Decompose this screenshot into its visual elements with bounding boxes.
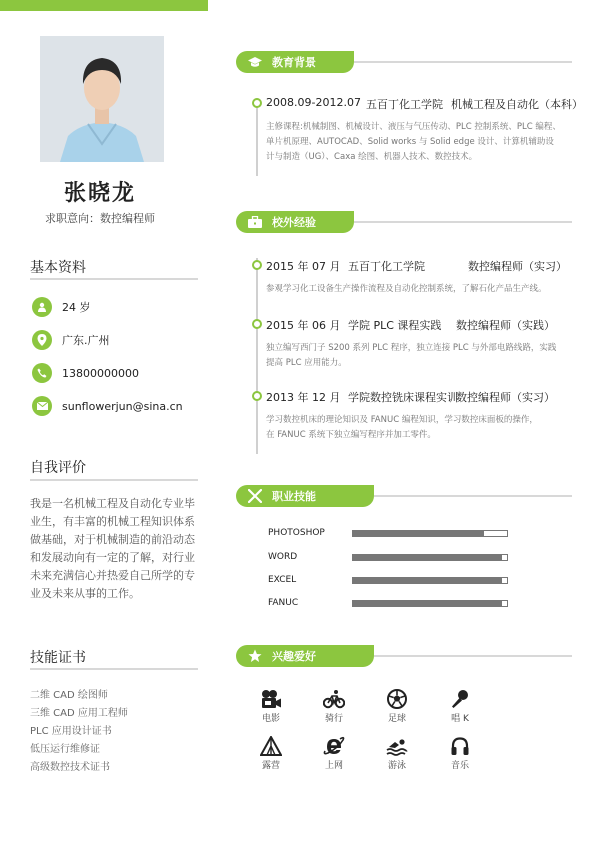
- education-header: [236, 51, 572, 73]
- skill-label: FANUC: [268, 598, 299, 608]
- hobby-label: 音乐: [450, 761, 469, 771]
- hobbies-title: 兴趣爱好: [272, 650, 316, 663]
- text-line: 参观学习化工设备生产操作流程及自动化控制系统，了解石化产品生产线。: [266, 284, 547, 294]
- hobby-soccer: [377, 689, 417, 724]
- text-line: 独立编写西门子 S200 系列 PLC 程序，独立连接 PLC 与外部电路线路，实践: [266, 343, 557, 353]
- experience-title: 校外经验: [272, 216, 316, 229]
- swimming-icon: [386, 736, 408, 756]
- hobby-label: 露营: [261, 761, 280, 771]
- candidate-name: 张晓龙: [63, 181, 136, 206]
- top-accent-bar: [0, 0, 208, 11]
- hobby-label: 唱 K: [451, 714, 469, 724]
- list-item: 三维 CAD 应用工程师: [30, 708, 128, 719]
- cert-list: [30, 687, 128, 777]
- hobby-karaoke: [440, 689, 480, 724]
- hobby-internet: [314, 736, 354, 771]
- basic-info-divider: [30, 278, 198, 280]
- skill-bar: [352, 530, 508, 537]
- skill-label: PHOTOSHOP: [268, 528, 325, 538]
- exp-org: 学院 PLC 课程实践: [348, 319, 442, 332]
- headphones-icon: [450, 736, 470, 756]
- skill-label: EXCEL: [268, 575, 297, 585]
- list-item: PLC 应用设计证书: [30, 726, 112, 737]
- exp-role: 数控编程师（实践）: [456, 319, 555, 332]
- exp-org: 学院数控铣床课程实训: [348, 391, 458, 404]
- hobby-music: [440, 736, 480, 771]
- microphone-icon: [450, 689, 470, 709]
- info-age: [32, 296, 91, 318]
- location-text: 广东.广州: [62, 334, 110, 347]
- hobby-label: 上网: [324, 761, 343, 771]
- email-text[interactable]: sunflowerjun@sina.cn: [62, 399, 183, 413]
- hobby-label: 骑行: [324, 714, 343, 724]
- edu-description: [266, 120, 570, 165]
- user-icon: [32, 297, 52, 317]
- text-line: 在 FANUC 系统下独立编写程序并加工零件。: [266, 430, 436, 440]
- edu-school: 五百丁化工学院: [366, 98, 443, 111]
- star-icon: [248, 649, 262, 663]
- info-phone: [32, 362, 139, 384]
- timeline-dot: [252, 98, 262, 108]
- skill-fill: [353, 601, 502, 606]
- info-email: [32, 395, 183, 417]
- skill-bar: [352, 577, 508, 584]
- soccer-ball-icon: [387, 689, 407, 709]
- internet-explorer-icon: [323, 736, 345, 756]
- list-item: 低压运行维修证: [30, 744, 100, 755]
- skill-fill: [353, 555, 502, 560]
- experience-timeline: [256, 258, 258, 454]
- skill-bar: [352, 600, 508, 607]
- certs-title: 技能证书: [30, 650, 86, 666]
- skill-fill: [353, 531, 484, 536]
- basic-info-title: 基本资料: [30, 260, 86, 276]
- phone-icon: [32, 363, 52, 383]
- tools-icon: [248, 489, 262, 503]
- text-line: 计与制造（UG）、Caxa 绘图、机器人技术、数控技术。: [266, 152, 478, 162]
- exp-description: [266, 413, 570, 443]
- age-text: 24 岁: [62, 301, 91, 314]
- location-icon: [32, 330, 52, 350]
- info-location: [32, 329, 110, 351]
- self-eval-title: 自我评价: [30, 460, 86, 476]
- skill-label: WORD: [268, 552, 298, 562]
- exp-role: 数控编程师（实习）: [456, 391, 555, 404]
- exp-role: 数控编程师（实习）: [468, 260, 567, 273]
- phone-text[interactable]: 13800000000: [62, 366, 139, 380]
- skills-title: 职业技能: [272, 490, 316, 503]
- graduation-cap-icon: [248, 56, 262, 68]
- text-line: 提高 PLC 应用能力。: [266, 358, 347, 368]
- job-intent: 求职意向：数控编程师: [45, 212, 155, 225]
- text-line: 单片机原理、AUTOCAD、Solid works 与 Solid edge 设计、计算机辅助设: [266, 137, 554, 147]
- edu-date: 2008.09-2012.07: [266, 96, 361, 109]
- hobby-label: 游泳: [387, 761, 406, 771]
- profile-photo: [40, 36, 164, 162]
- bicycle-icon: [323, 689, 345, 709]
- education-timeline: [256, 98, 258, 176]
- hobby-label: 电影: [261, 714, 280, 724]
- exp-description: [266, 341, 570, 371]
- hobby-cycling: [314, 689, 354, 724]
- experience-header: [236, 211, 572, 233]
- skill-bar: [352, 554, 508, 561]
- certs-divider: [30, 668, 198, 670]
- hobbies-header: [236, 645, 572, 667]
- skills-header: [236, 485, 572, 507]
- exp-date: 2013 年 12 月: [266, 391, 341, 404]
- timeline-dot: [252, 391, 262, 401]
- exp-date: 2015 年 07 月: [266, 260, 341, 273]
- hobby-label: 足球: [387, 714, 406, 724]
- hobby-swimming: [377, 736, 417, 771]
- hobby-movie: [251, 689, 291, 724]
- list-item: 高级数控技术证书: [30, 762, 110, 773]
- mail-icon: [32, 396, 52, 416]
- hobby-camping: [251, 736, 291, 771]
- exp-date: 2015 年 06 月: [266, 319, 341, 332]
- edu-major: 机械工程及自动化（本科）: [451, 98, 583, 111]
- briefcase-icon: [248, 216, 262, 228]
- education-title: 教育背景: [272, 56, 316, 69]
- tent-icon: [260, 736, 282, 756]
- timeline-dot: [252, 319, 262, 329]
- timeline-dot: [252, 260, 262, 270]
- text-line: 主修课程:机械制图、机械设计、液压与气压传动、PLC 控制系统、PLC 编程、: [266, 122, 561, 132]
- skill-fill: [353, 578, 502, 583]
- text-line: 学习数控机床的理论知识及 FANUC 编程知识，学习数控床面板的操作，: [266, 415, 538, 425]
- exp-org: 五百丁化工学院: [348, 260, 425, 273]
- self-eval-text: 我是一名机械工程及自动化专业毕业生，有丰富的机械工程知识体系做基础，对于机械制造的前沿动态和发展动向有一定的了解，对行业未来充满信心并热爱自己所学的专业及未来从事的工作。: [30, 497, 195, 600]
- self-eval-divider: [30, 479, 198, 481]
- exp-description: [266, 282, 570, 297]
- movie-camera-icon: [260, 689, 282, 709]
- list-item: 二维 CAD 绘图师: [30, 690, 108, 701]
